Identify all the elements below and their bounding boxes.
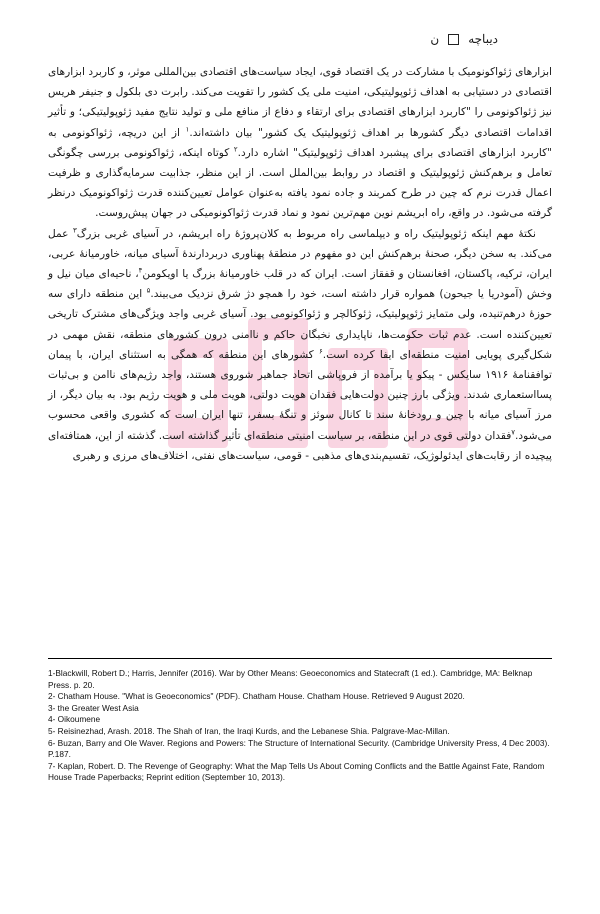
footnote-mark: ۵	[146, 286, 151, 295]
footnote-mark: ۶	[318, 347, 323, 356]
footnote-mark: ۳	[72, 226, 77, 235]
footnote-mark: ۴	[138, 266, 143, 275]
footnote-divider	[48, 658, 552, 659]
section-title: دیباچه	[468, 32, 498, 46]
footnote-item: 5- Reisinezhad, Arash. 2018. The Shah of Iran, the Iraqi Kurds, and the Lebanese Shia. Palgrave-Mac-Millan.	[48, 725, 450, 736]
square-bullet-icon	[448, 34, 459, 45]
paragraph: ابزارهای ژئواکونومیک با مشارکت در یک اقتصاد قوی، ایجاد سیاست‌های اقتصادی بین‌المللی موثر، و کاربرد ابزارهای اقتصادی در دستیابی به اهداف ژئوپولیتیکی، امنیت ملی یک کشور را تقویت می‌کند. رابرت دی بلکول و جنیفر هریس نیز ژئواکونومی را "کاربرد ابزارهای اقتصادی برای ارتقاء و دفاع از منافع ملی و تولید نتایج مفید ژئوپولیتیکی؛ و تأثیر اقدامات اقتصادی دیگر کشورها بر اهداف ژئوپولیتیک یک کشور" بیان داشته‌اند.$^۱$ از این دریچه، ژئواکونومی به "کاربرد ابزارهای اقتصادی برای پیشبرد اهداف ژئوپولیتیک" اشاره دارد.$^۲$ کوتاه اینکه، ژئواکونومی بررسی چگونگی تعامل و برهم‌کنش ژئوپولیتیک و اقتصاد در روابط بین‌الملل است. از این منظر، جذابیت سرمایه‌گذاری و ظرفیت اعمال قدرت نرم که چین در طرح کمربند و جاده نمود یافته به‌عنوان عوامل تعیین‌کننده قدرت ژئواکونومیک درنظر گرفته می‌شود. در واقع، راه ابریشم نوین مهم‌ترین نمود و نماد قدرت ژئواکونومیکی در جهان پیش‌روست.	[48, 66, 552, 220]
footnote-item: 4- Oikoumene	[48, 714, 101, 725]
footnote-mark: ۷	[511, 428, 516, 437]
footnote-mark: ۲	[233, 145, 238, 154]
footnote-item: 1-Blackwill, Robert D.; Harris, Jennifer (2016). War by Other Means: Geoeconomics and Statecraft (1 ed.). Cambridge, MA: Belknap Press. p. 20.	[48, 668, 533, 690]
page-header	[38, 30, 498, 48]
footnote-item: 3- the Greater West Asia	[48, 702, 139, 713]
footnotes	[48, 668, 552, 784]
main-text	[48, 62, 552, 466]
page-number: ن	[430, 32, 440, 46]
footnote-mark: ۱	[185, 125, 190, 134]
footnote-item: 7- Kaplan, Robert. D. The Revenge of Geography: What the Map Tells Us About Coming Conflicts and the Battle Against Fate, Random House Trade Paperbacks; Reprint edition (September 10, 2013).	[48, 760, 545, 783]
paragraph: نکتهٔ مهم اینکه ژئوپولیتیک راه و دیپلماسی راه مربوط به کلان‌پروژهٔ راه ابریشم، در آسیای غربی بزرگ$^۳$ عمل می‌کند. به سخن دیگر، صحنهٔ برهم‌کنش این دو مفهوم در منطقهٔ پهناوری دربردارندهٔ آسیای میانه، خاورمیانهٔ عربی، ایران، ترکیه، پاکستان، افغانستان و قفقاز است. ایران که در قلب خاورمیانهٔ بزرگ یا اویکومن$^۴$، ناحیه‌ای میان نیل و وخش (آمودریا یا جیحون) همواره قرار داشته است، خود را همچو دژ شرق نزدیک می‌بیند.$^۵$ این منطقه دارای سه حوزهٔ درهم‌تنیده، ولی متمایز ژئوپولیتیک، ژئوکالچر و ژئواکونومی بود. آسیای غربی واجد ویژگی‌های مشترک تاریخی تعیین‌کننده است. عدم ثبات حکومت‌ها، ناپایداری نخبگان حاکم و ناامنی درون کشورهای منطقه، نقش مهمی در شکل‌گیری پویایی امنیت منطقه‌ای ایفا کرده است.$^۶$ کشورهای این منطقه که همگی به استثنای ایران، با پیمان توافقنامهٔ ۱۹۱۶ سایکس - پیکو یا برآمده از فروپاشی اتحاد جماهیر شوروی هستند، واجد رژیم‌های ناامن و بی‌ثبات پسااستعماری شدند. ویژگی بارز چنین دولت‌هایی فقدان هویت دولتی، هویت ملی و هویت رژیم بود. به بیان دیگر، از مرز آسیای میانه با چین و رودخانهٔ سند تا کانال سوئز و تنگهٔ بسفر، تنها ایران است که کشوری واقعی محسوب می‌شود.$^۷$فقدان دولتی قوی در این منطقه، بر سیاست امنیتی منطقه‌ای تأثیر گذاشته است. گذشته از این، همتافته‌ای پیچیده از رقابت‌های ایدئولوژیک، تقسیم‌بندی‌های مذهبی - قومی، سیاست‌های نفتی، اختلاف‌های مرزی و رهبری	[48, 226, 553, 462]
footnote-item: 6- Buzan, Barry and Ole Waver. Regions and Powers: The Structure of International Security. (Cambridge University Press, 4 Dec 2003). P.187.	[48, 737, 550, 760]
footnote-item: 2- Chatham House. "What is Geoeconomics" (PDF). Chatham House. Chatham House. Retrieved 9 August 2020.	[48, 691, 465, 702]
